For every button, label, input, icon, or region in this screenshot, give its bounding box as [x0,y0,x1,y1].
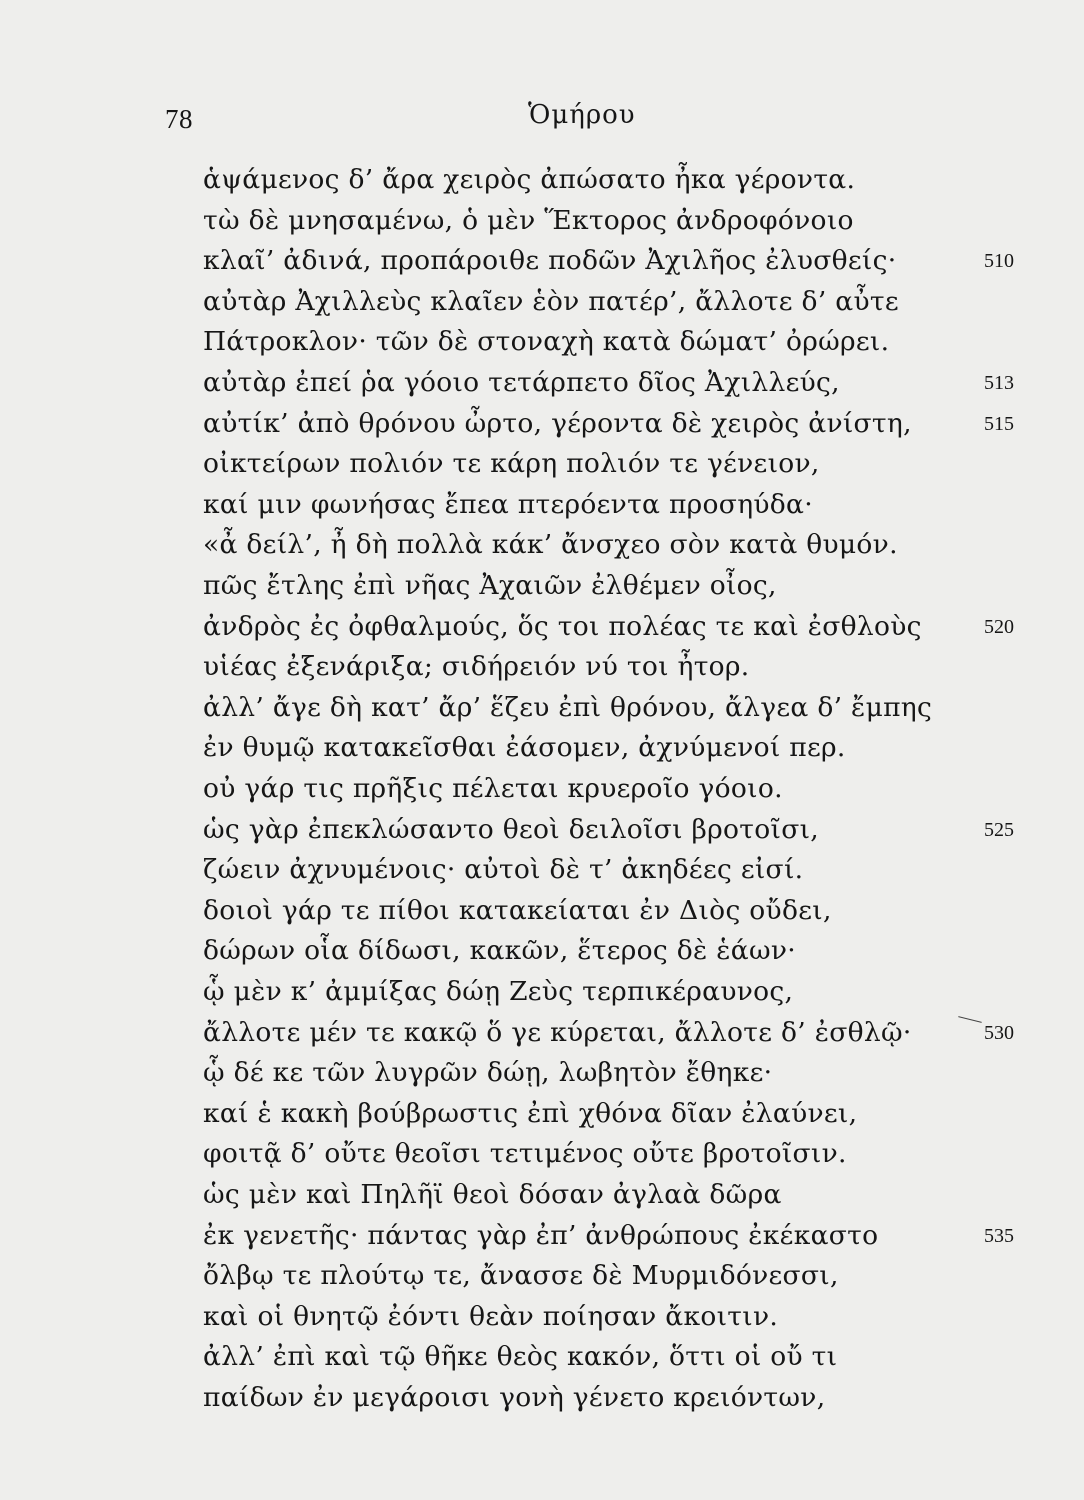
verse-line: αὐτίκ’ ἀπὸ θρόνου ὦρτο, γέροντα δὲ χειρὸς ἀνίστη, [203,407,912,439]
verse-line: υἱέας ἐξενάριξα; σιδήρειόν νύ τοι ἦτορ. [203,651,750,683]
verse-line: κλαῖ’ ἀδινά, προπάροιθε ποδῶν Ἀχιλῆος ἐλυσθείς· [203,245,897,277]
verse-line: Πάτροκλον· τῶν δὲ στοναχὴ κατὰ δώματ’ ὀρώρει. [203,326,890,358]
running-head: Ὁμήρου [528,100,636,130]
verse-line: φοιτᾷ δ’ οὔτε θεοῖσι τετιμένος οὔτε βροτοῖσιν. [203,1138,847,1170]
verse-line: ᾧ δέ κε τῶν λυγρῶν δώῃ, λωβητὸν ἔθηκε· [203,1057,773,1089]
verse-line-number: 510 [984,250,1014,273]
verse-line: ἐν θυμῷ κατακεῖσθαι ἐάσομεν, ἀχνύμενοί περ. [203,732,846,764]
verse-line: ὄλβῳ τε πλούτῳ τε, ἄνασσε δὲ Μυρμιδόνεσσι, [203,1260,839,1292]
verse-line: αὐτὰρ Ἀχιλλεὺς κλαῖεν ἑὸν πατέρ’, ἄλλοτε δ’ αὖτε [203,285,899,317]
margin-dash-mark [958,1016,982,1023]
verse-line-number: 513 [984,372,1014,394]
verse-line: «ἆ δείλ’, ἦ δὴ πολλὰ κάκ’ ἄνσχεο σὸν κατὰ θυμόν. [203,529,898,561]
verse-line: αὐτὰρ ἐπεί ῥα γόοιο τετάρπετο δῖος Ἀχιλλεύς, [203,367,840,398]
verse-line: ᾧ μὲν κ’ ἀμμίξας δώῃ Ζεὺς τερπικέραυνος, [203,976,794,1007]
verse-line: δώρων οἷα δίδωσι, κακῶν, ἕτερος δὲ ἑάων· [203,935,797,967]
verse-line: πῶς ἔτλης ἐπὶ νῆας Ἀχαιῶν ἐλθέμεν οἶος, [203,570,777,601]
verse-line: ἁψάμενος δ’ ἄρα χειρὸς ἀπώσατο ἦκα γέροντα. [203,164,856,195]
verse-line: τὼ δὲ μνησαμένω, ὁ μὲν Ἕκτορος ἀνδροφόνοιο [203,204,854,236]
verse-line: ἀνδρὸς ἐς ὀφθαλμούς, ὅς τοι πολέας τε καὶ ἐσθλοὺς [203,610,922,642]
verse-line: ἀλλ’ ἄγε δὴ κατ’ ἄρ’ ἕζευ ἐπὶ θρόνου, ἄλγεα δ’ ἔμπης [203,691,933,723]
verse-line: παίδων ἐν μεγάροισι γονὴ γένετο κρειόντων, [203,1382,826,1413]
verse-line: καὶ οἱ θνητῷ ἐόντι θεὰν ποίησαν ἄκοιτιν. [203,1300,779,1332]
verse-line: ζώειν ἀχνυμένοις· αὐτοὶ δὲ τ’ ἀκηδέες εἰσί. [203,854,804,886]
page-number: 78 [165,104,193,134]
verse-line: οἰκτείρων πολιόν τε κάρη πολιόν τε γένειον, [203,448,820,480]
verse-line-number: 535 [984,1224,1014,1247]
verse-line: καί ἑ κακὴ βούβρωστις ἐπὶ χθόνα δῖαν ἐλαύνει, [203,1097,858,1129]
verse-line-number: 515 [984,412,1014,435]
verse-line: καί μιν φωνήσας ἔπεα πτερόεντα προσηύδα· [203,488,813,520]
verse-line: δοιοὶ γάρ τε πίθοι κατακείαται ἐν Διὸς οὔδει, [203,894,832,926]
verse-line-number: 520 [984,615,1014,638]
verse-line: ὡς γὰρ ἐπεκλώσαντο θεοὶ δειλοῖσι βροτοῖσι, [203,813,820,845]
verse-line-number: 530 [984,1021,1014,1044]
verse-line: οὐ γάρ τις πρῆξις πέλεται κρυεροῖο γόοιο. [203,773,783,804]
verse-line: ἄλλοτε μέν τε κακῷ ὅ γε κύρεται, ἄλλοτε δ’ ἐσθλῷ· [203,1016,912,1048]
verse-line: ὡς μὲν καὶ Πηλῆϊ θεοὶ δόσαν ἀγλαὰ δῶρα [203,1179,782,1210]
verse-line: ἐκ γενετῆς· πάντας γὰρ ἐπ’ ἀνθρώπους ἐκέκαστο [203,1219,879,1251]
verse-line-number: 525 [984,818,1014,841]
verse-line: ἀλλ’ ἐπὶ καὶ τῷ θῆκε θεὸς κακόν, ὅττι οἱ οὔ τι [203,1341,838,1373]
